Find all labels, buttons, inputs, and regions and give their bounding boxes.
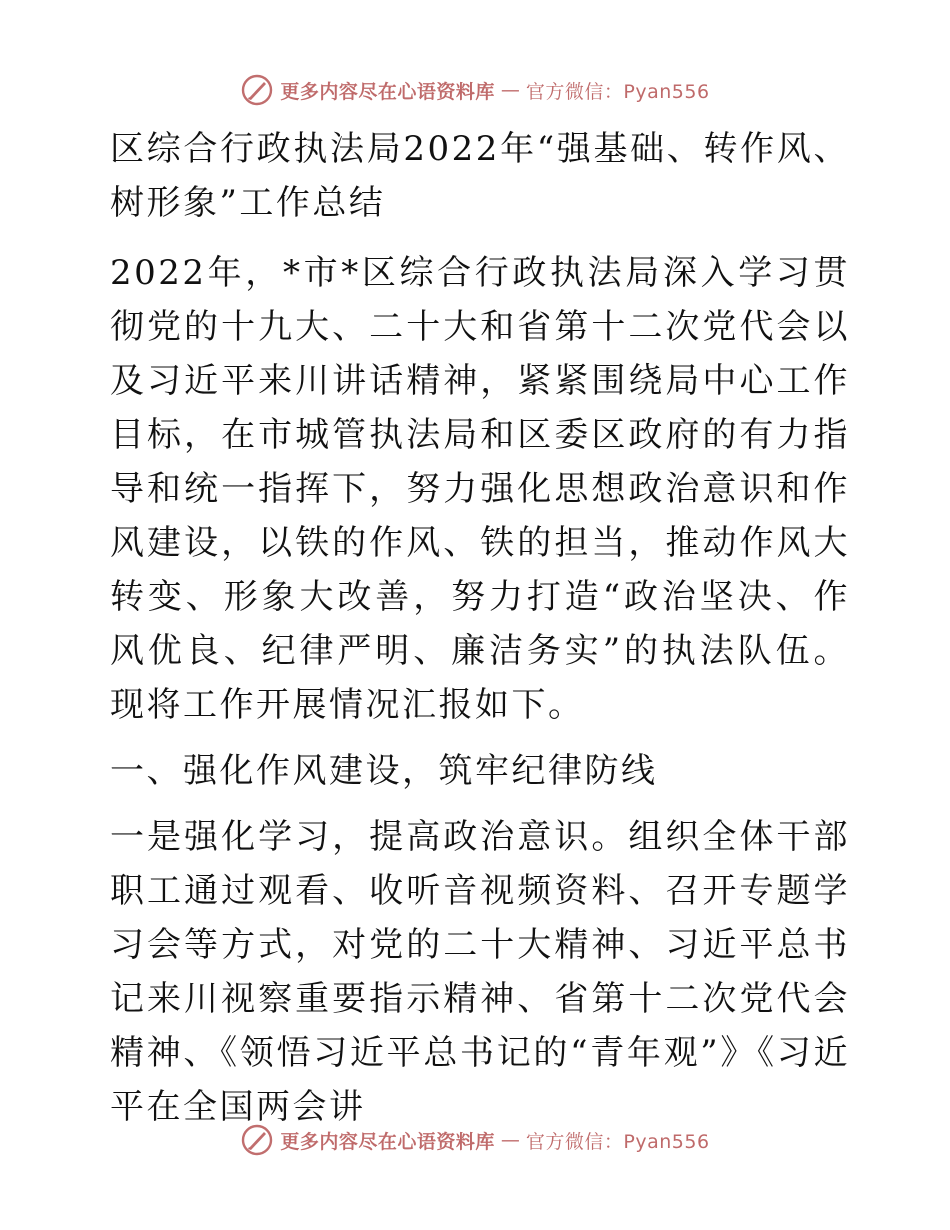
watermark-suffix: 官方微信：Pyan556 [525,1130,710,1153]
quill-logo-icon [240,1123,274,1157]
watermark-bottom [0,1120,950,1160]
quill-logo-icon [240,73,274,107]
section-heading: 一、强化作风建设，筑牢纪律防线 [110,751,658,791]
watermark-separator: — [500,79,520,101]
paragraph: 2022年，*市*区综合行政执法局深入学习贯彻党的十九大、二十大和省第十二次党代会以及习近平来川讲话精神，紧紧围绕局中心工作目标，在市城管执法局和区委区政府的有力指导和统一指挥下，努力强化思想政治意识和作风建设，以铁的作风、铁的担当，推动作风大转变、形象大改善，努力打造“政治坚决、作风优良、纪律严明、廉洁务实”的执法队伍。现将工作开展情况汇报如下。 [110,253,850,725]
watermark-suffix: 官方微信：Pyan556 [525,80,710,103]
watermark-top [0,70,950,110]
paragraph: 一是强化学习，提高政治意识。组织全体干部职工通过观看、收听音视频资料、召开专题学习会等方式，对党的二十大精神、习近平总书记来川视察重要指示精神、省第十二次党代会精神、《领悟习近平总书记的“青年观”》《习近平在全国两会讲 [110,817,850,1127]
document-title: 区综合行政执法局2022年“强基础、转作风、树形象”工作总结 [110,129,850,223]
watermark-text: 更多内容尽在心语资料库 [280,1130,495,1153]
watermark-separator: — [500,1129,520,1151]
document-body [100,122,850,1134]
watermark-text: 更多内容尽在心语资料库 [280,80,495,103]
